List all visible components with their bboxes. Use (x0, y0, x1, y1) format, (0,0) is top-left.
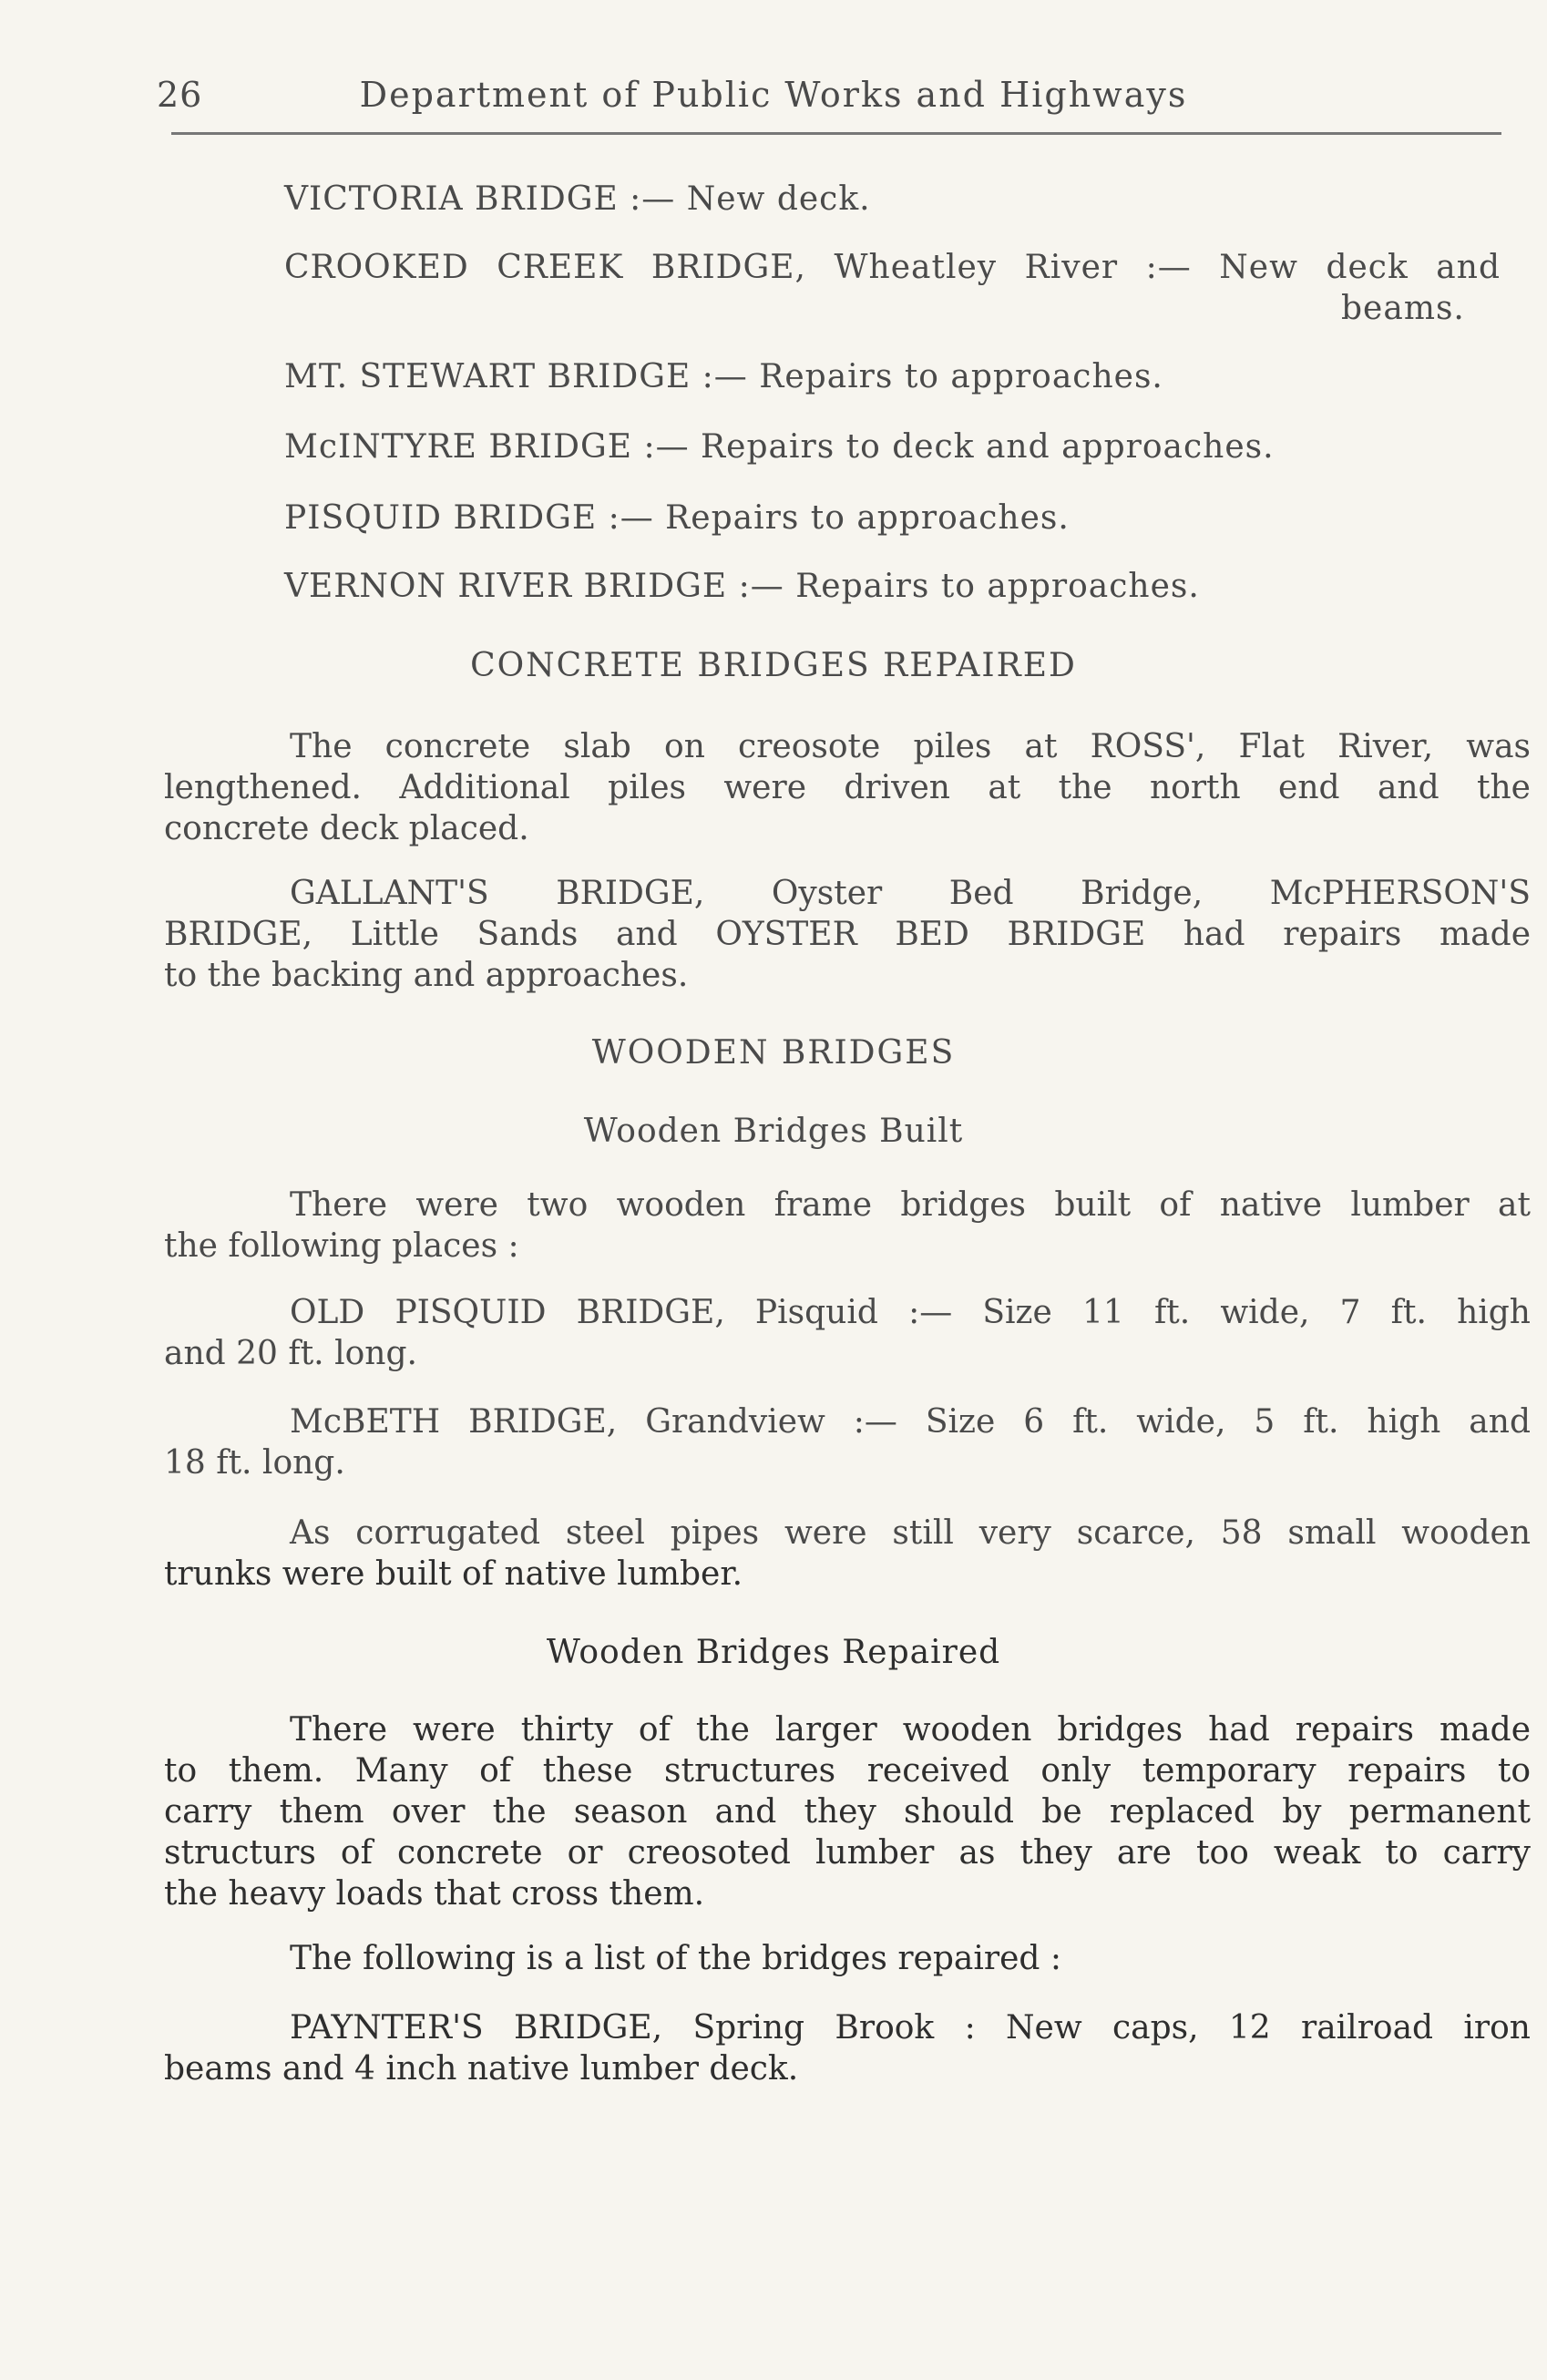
para-wooden-built-intro (164, 1185, 1531, 1267)
entry-crooked-creek-line2: beams. (1341, 290, 1465, 327)
para-old-pisquid-bridge (164, 1292, 1531, 1374)
para-line: concrete deck placed. (164, 810, 529, 847)
entry-crooked-creek-line1: CROOKED CREEK BRIDGE, Wheatley River :— New deck and (284, 249, 1501, 286)
entry-vernon-river-bridge: VERNON RIVER BRIDGE :— Repairs to approaches. (284, 568, 1200, 605)
para-ross-flat-river (164, 726, 1531, 849)
entry-mcintyre-bridge: McINTYRE BRIDGE :— Repairs to deck and approaches. (284, 428, 1275, 466)
para-line: BRIDGE, Little Sands and OYSTER BED BRIDGE had repairs made (164, 916, 1531, 953)
para-line: McBETH BRIDGE, Grandview :— Size 6 ft. wide, 5 ft. high and (290, 1403, 1531, 1441)
para-line: PAYNTER'S BRIDGE, Spring Brook : New caps, 12 railroad iron (290, 2009, 1531, 2047)
para-line: There were two wooden frame bridges built of native lumber at (290, 1186, 1531, 1224)
para-line: to them. Many of these structures received only temporary repairs to (164, 1752, 1531, 1790)
para-line: The following is a list of the bridges repaired : (290, 1940, 1061, 1977)
para-wooden-trunks (164, 1513, 1531, 1595)
para-line: beams and 4 inch native lumber deck. (164, 2050, 799, 2088)
para-line: the heavy loads that cross them. (164, 1875, 705, 1913)
heading-wooden-bridges-repaired: Wooden Bridges Repaired (546, 1634, 1001, 1671)
page-header-title: Department of Public Works and Highways (359, 75, 1188, 115)
para-list-intro (164, 1938, 1531, 1979)
para-line: the following places : (164, 1227, 519, 1265)
para-paynters-bridge (164, 2007, 1531, 2089)
para-line: and 20 ft. long. (164, 1335, 417, 1372)
para-line: to the backing and approaches. (164, 957, 689, 994)
para-line: There were thirty of the larger wooden bridges had repairs made (290, 1711, 1531, 1749)
para-line: As corrugated steel pipes were still very scarce, 58 small wooden (290, 1514, 1531, 1552)
para-line: The concrete slab on creosote piles at ROSS', Flat River, was (290, 728, 1531, 765)
para-gallants-bridge (164, 873, 1531, 996)
para-line: carry them over the season and they should be replaced by permanent (164, 1793, 1531, 1831)
page-number: 26 (157, 75, 203, 115)
para-line: lengthened. Additional piles were driven at the north end and the (164, 769, 1531, 806)
heading-concrete-bridges-repaired: CONCRETE BRIDGES REPAIRED (470, 647, 1077, 684)
para-line: OLD PISQUID BRIDGE, Pisquid :— Size 11 ft. wide, 7 ft. high (290, 1294, 1531, 1331)
para-mcbeth-bridge (164, 1401, 1531, 1483)
entry-mt-stewart-bridge: MT. STEWART BRIDGE :— Repairs to approaches. (284, 358, 1163, 395)
entry-victoria-bridge: VICTORIA BRIDGE :— New deck. (284, 180, 871, 218)
para-line: structurs of concrete or creosoted lumber as they are too weak to carry (164, 1834, 1531, 1872)
para-line: GALLANT'S BRIDGE, Oyster Bed Bridge, McPHERSON'S (290, 875, 1531, 912)
para-line: trunks were built of native lumber. (164, 1555, 743, 1593)
para-wooden-repaired (164, 1709, 1531, 1914)
entry-pisquid-bridge: PISQUID BRIDGE :— Repairs to approaches. (284, 499, 1070, 537)
heading-wooden-bridges: WOODEN BRIDGES (591, 1034, 956, 1072)
heading-wooden-bridges-built: Wooden Bridges Built (583, 1113, 964, 1150)
header-rule (171, 132, 1501, 135)
para-line: 18 ft. long. (164, 1444, 345, 1482)
